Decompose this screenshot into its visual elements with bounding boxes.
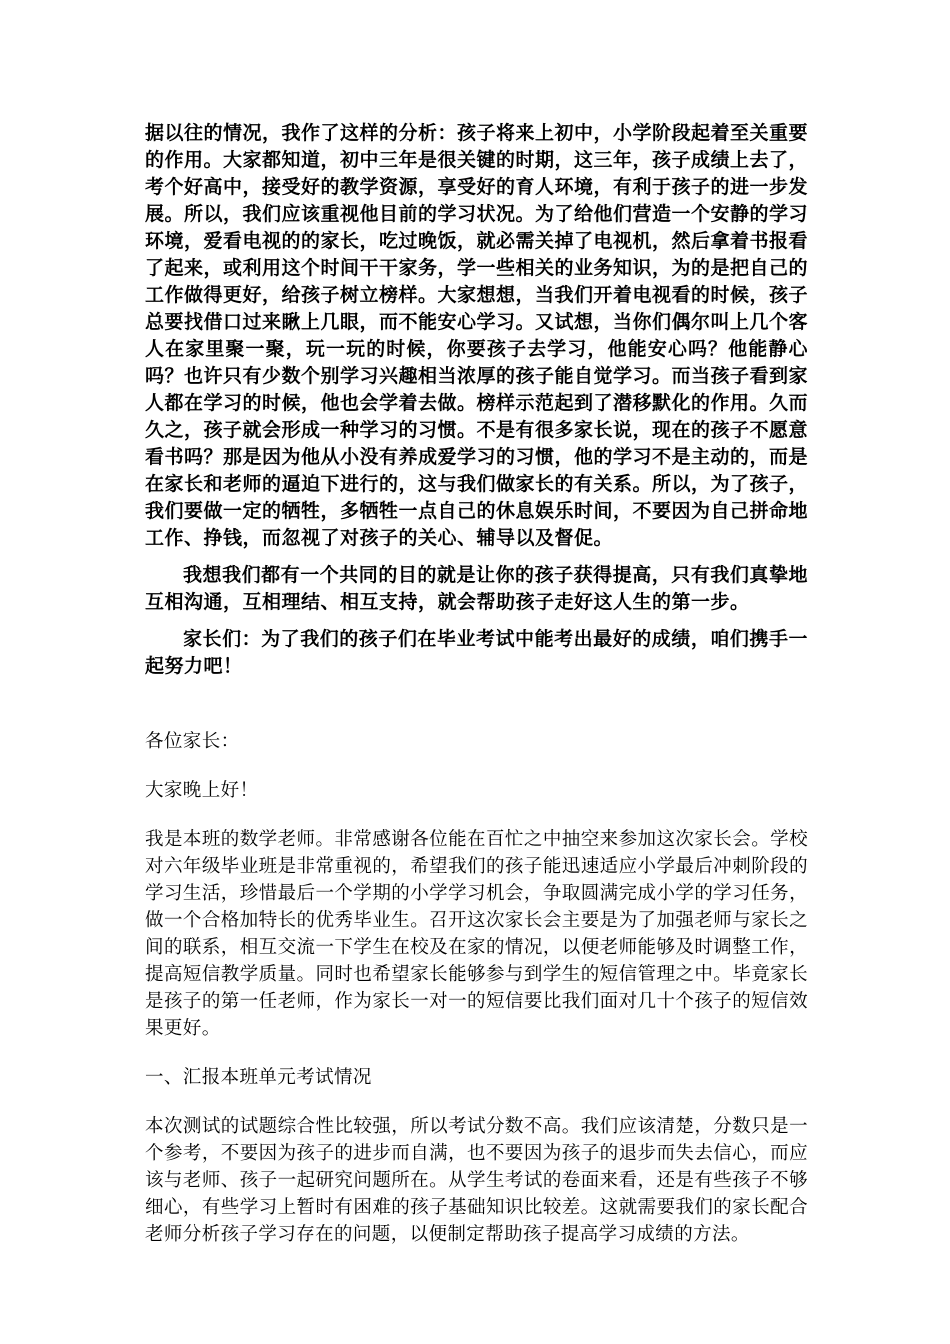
intro-paragraph: 我是本班的数学老师。非常感谢各位能在百忙之中抽空来参加这次家长会。学校对六年级毕业班是非常重视的，希望我们的孩子能迅速适应小学最后冲刺阶段的学习生活，珍惜最后一个学期的小学学习机会，争取圆满完成小学的学习任务，做一个合格加特长的优秀毕业生。召开这次家长会主要是为了加强老师与家长之间的联系，相互交流一下学生在校及在家的情况，以便老师能够及时调整工作，提高短信教学质量。同时也希望家长能够参与到学生的短信管理之中。毕竟家长是孩子的第一任老师，作为家长一对一的短信要比我们面对几十个孩子的短信效果更好。 — [145, 829, 808, 1039]
closing-appeal-paragraph: 家长们：为了我们的孩子们在毕业考试中能考出最好的成绩，咱们携手一起努力吧！ — [145, 628, 808, 677]
common-goal-paragraph: 我想我们都有一个共同的目的就是让你的孩子获得提高，只有我们真挚地互相沟通，互相理结、相互支持，就会帮助孩子走好这人生的第一步。 — [145, 564, 808, 613]
exam-report-paragraph: 本次测试的试题综合性比较强，所以考试分数不高。我们应该清楚，分数只是一个参考，不要因为孩子的进步而自满，也不要因为孩子的退步而失去信心，而应该与老师、孩子一起研究问题所在。从学生考试的卷面来看，还是有些孩子不够细心，有些学习上暂时有困难的孩子基础知识比较差。这就需要我们的家长配合老师分析孩子学习存在的问题，以便制定帮助孩子提高学习成绩的方法。 — [145, 1116, 808, 1245]
bold-section — [145, 120, 808, 680]
speech-section — [145, 728, 808, 1248]
salutation-line: 大家晚上好！ — [145, 780, 259, 801]
section-heading: 一、汇报本班单元考试情况 — [145, 1067, 372, 1088]
document-content — [145, 120, 808, 1270]
analysis-paragraph: 据以往的情况，我作了这样的分析：孩子将来上初中，小学阶段起着至关重要的作用。大家都知道，初中三年是很关键的时期，这三年，孩子成绩上去了，考个好高中，接受好的教学资源，享受好的育人环境，有利于孩子的进一步发展。所以，我们应该重视他目前的学习状况。为了给他们营造一个安静的学习环境，爱看电视的的家长，吃过晚饭，就必需关掉了电视机，然后拿着书报看了起来，或利用这个时间干干家务，学一些相关的业务知识，为的是把自己的工作做得更好，给孩子树立榜样。大家想想，当我们开着电视看的时候，孩子总要找借口过来瞅上几眼，而不能安心学习。又试想，当你们偶尔叫上几个客人在家里聚一聚，玩一玩的时候，你要孩子去学习，他能安心吗？他能静心吗？也许只有少数个别学习兴趣相当浓厚的孩子能自觉学习。而当孩子看到家人都在学习的时候，他也会学着去做。榜样示范起到了潜移默化的作用。久而久之，孩子就会形成一种学习的习惯。不是有很多家长说，现在的孩子不愿意看书吗？那是因为他从小没有养成爱学习的习惯，他的学习不是主动的，而是在家长和老师的逼迫下进行的，这与我们做家长的有关系。所以，为了孩子，我们要做一定的牺牲，多牺牲一点自己的休息娱乐时间，不要因为自己拼命地工作、挣钱，而忽视了对孩子的关心、辅导以及督促。 — [145, 122, 809, 549]
greeting-line: 各位家长： — [145, 731, 240, 752]
